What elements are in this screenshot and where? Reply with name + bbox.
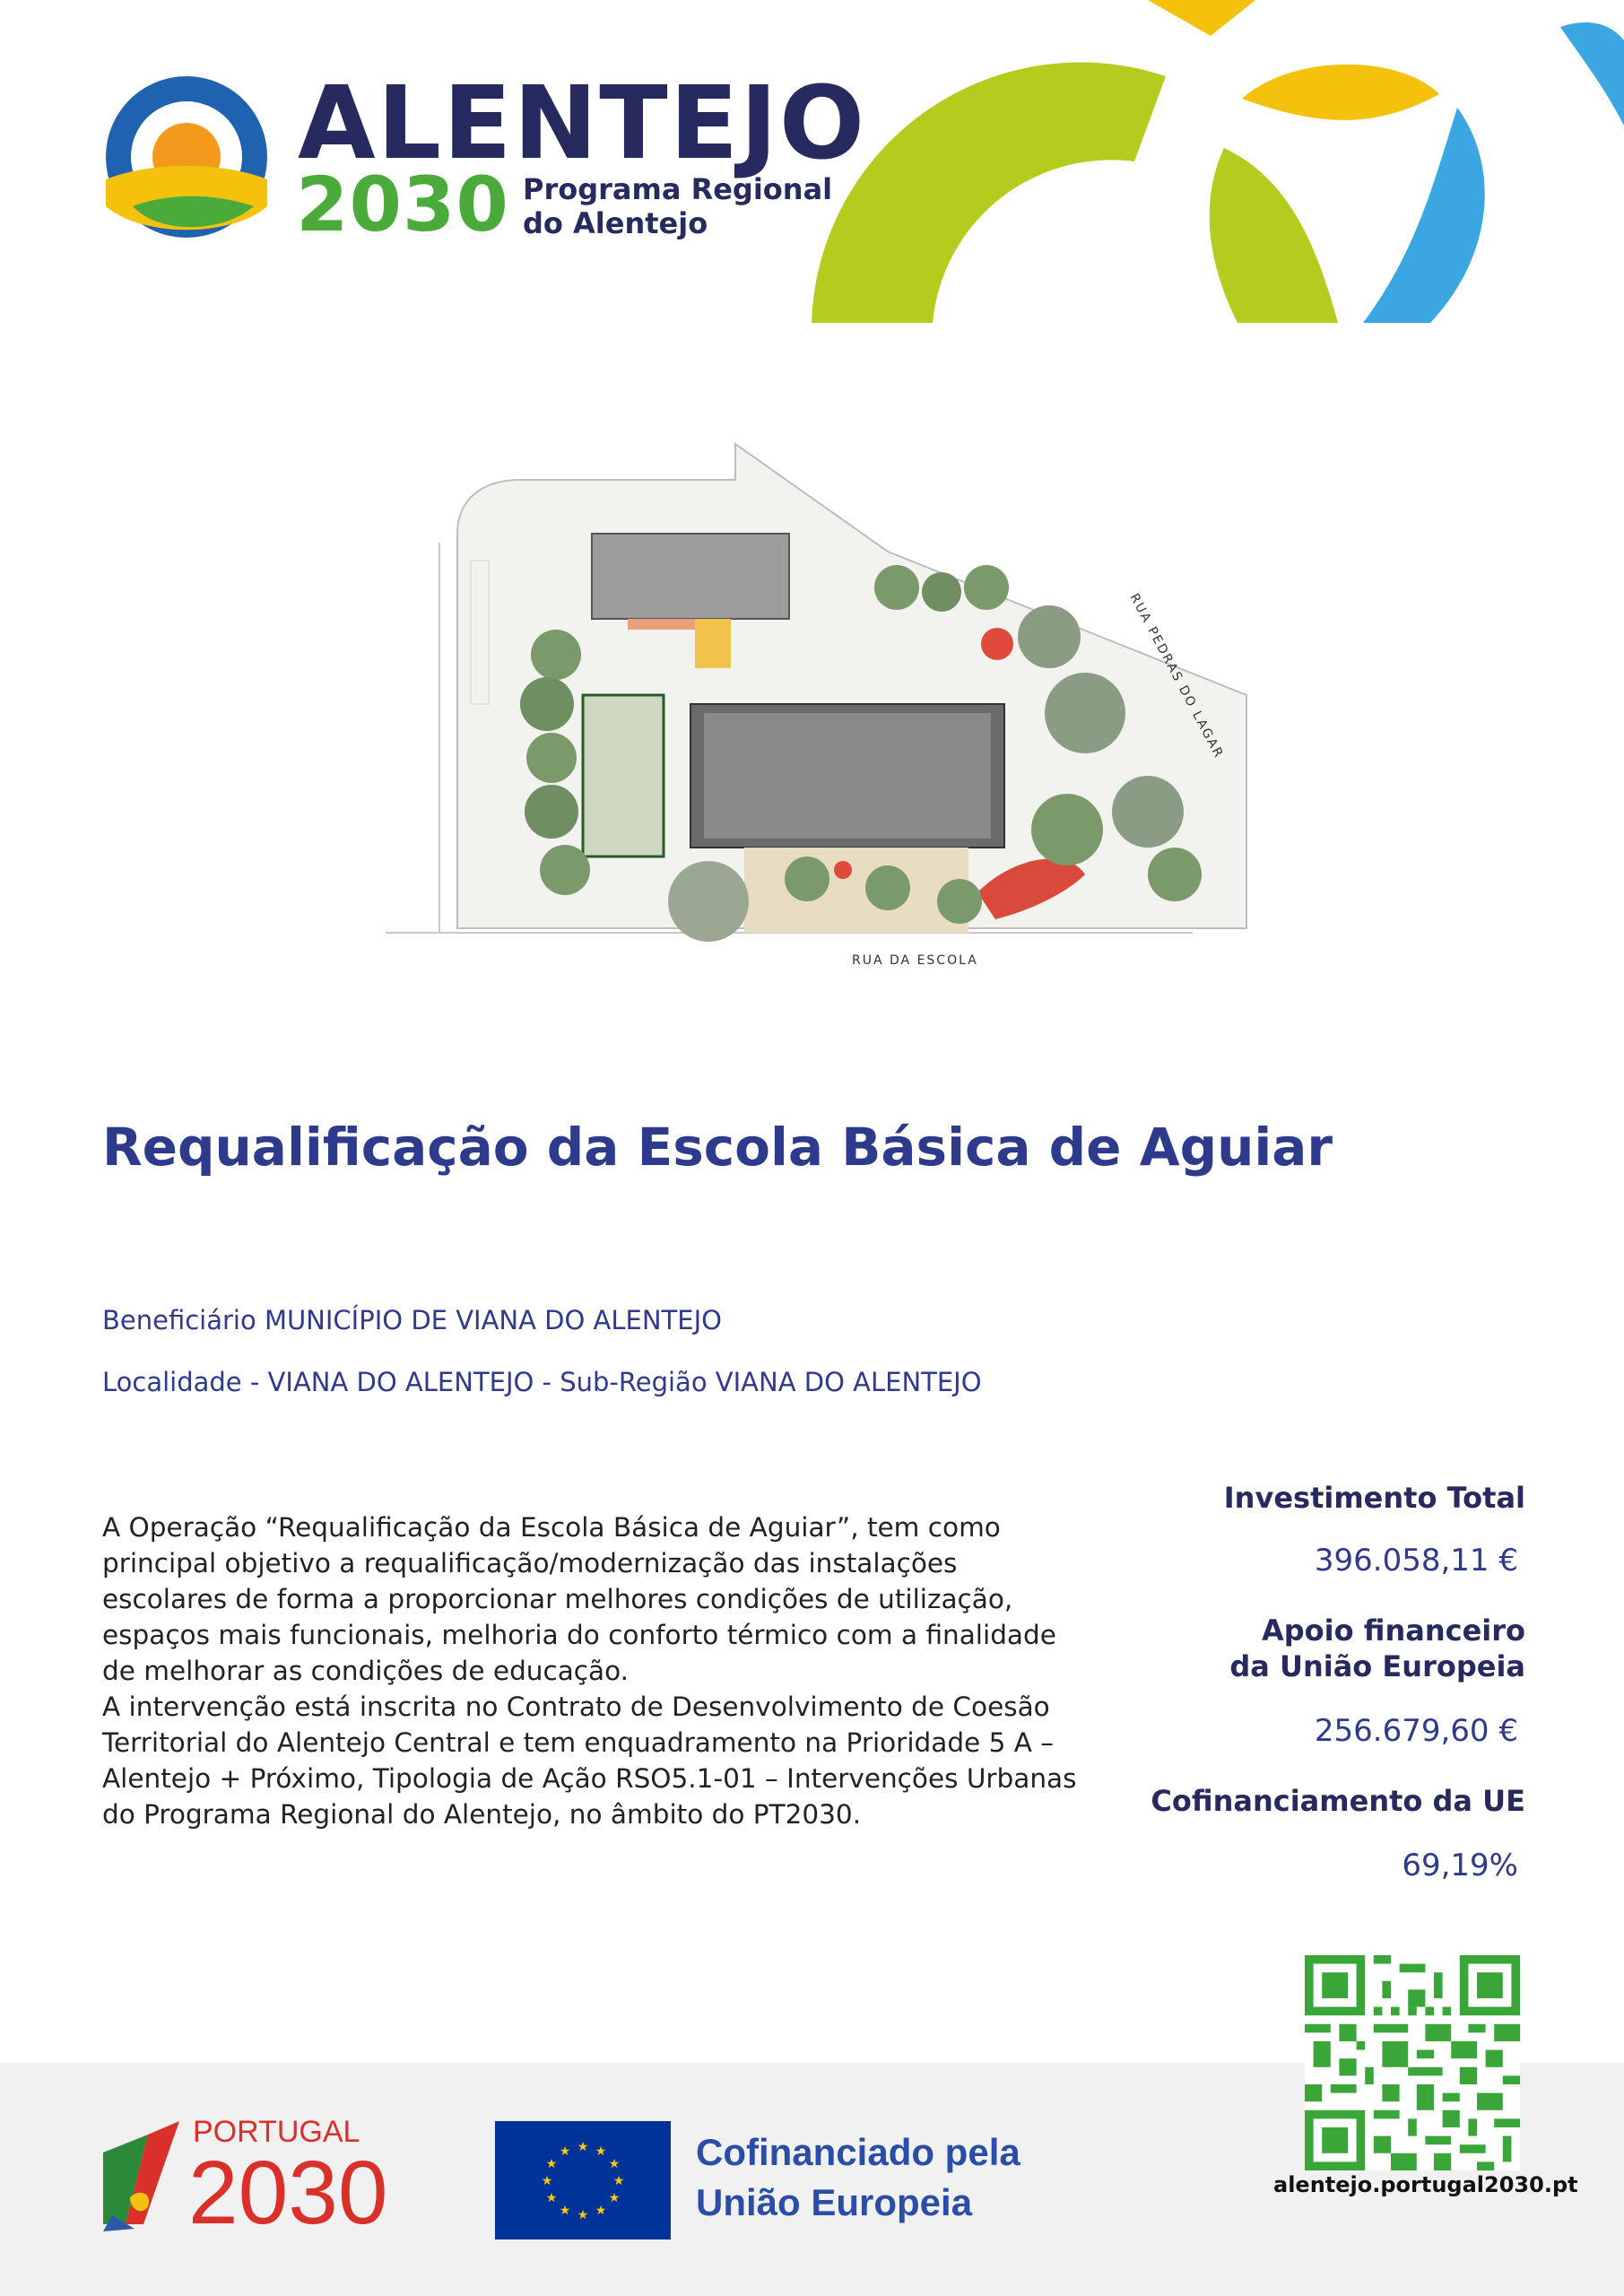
eu-text-line2: União Europeia xyxy=(696,2181,973,2223)
location-text: Localidade - VIANA DO ALENTEJO - Sub-Região VIANA DO ALENTEJO xyxy=(102,1367,982,1397)
eu-support-value: 256.679,60 € xyxy=(1314,1713,1518,1749)
beneficiary-text: Beneficiário MUNICÍPIO DE VIANA DO ALENTEJO xyxy=(102,1305,722,1335)
portugal-label: PORTUGAL xyxy=(193,2115,360,2149)
svg-text:★: ★ xyxy=(577,2140,589,2154)
brand-year: 2030 xyxy=(296,161,509,248)
decorative-shapes xyxy=(789,0,1624,327)
svg-text:★: ★ xyxy=(612,2174,625,2188)
street-label-top: RUA PEDRAS DO LAGAR xyxy=(1126,591,1227,761)
brand-title: ALENTEJO xyxy=(298,65,867,182)
svg-text:★: ★ xyxy=(541,2174,553,2188)
portugal-2030-logo-icon xyxy=(94,2117,193,2233)
svg-text:★: ★ xyxy=(608,2157,621,2171)
cofinancing-label: Cofinanciamento da UE xyxy=(1151,1784,1525,1818)
svg-text:★: ★ xyxy=(608,2191,621,2205)
description xyxy=(102,1509,1089,1832)
brand-subtitle-line2: do Alentejo xyxy=(523,206,708,240)
alentejo-logo-icon xyxy=(97,72,276,242)
svg-text:★: ★ xyxy=(577,2208,589,2222)
eu-cofinancing-text xyxy=(696,2127,1020,2228)
svg-text:★: ★ xyxy=(559,2204,571,2218)
street-label-bottom: RUA DA ESCOLA xyxy=(852,953,978,968)
svg-text:★: ★ xyxy=(545,2157,558,2171)
eu-support-label-line2: da União Europeia xyxy=(1229,1649,1525,1683)
svg-text:★: ★ xyxy=(595,2144,607,2159)
brand-subtitle xyxy=(523,172,832,240)
svg-text:★: ★ xyxy=(559,2144,571,2159)
description-paragraph-1: A Operação “Requalificação da Escola Básica de Aguiar”, tem como principal objetivo a requalificação/modernização das instalações escolares de forma a proporcionar melhores condições de utilização, espaços mais funcionais, melhoria do conforto térmico com a finalidade de melhorar as condições de educação. xyxy=(102,1512,1056,1686)
svg-text:★: ★ xyxy=(595,2204,607,2218)
qr-code[interactable] xyxy=(1305,1955,1520,2170)
portugal-year: 2030 xyxy=(188,2143,388,2243)
investment-total-label: Investimento Total xyxy=(1223,1481,1525,1515)
investment-total-value: 396.058,11 € xyxy=(1314,1543,1518,1578)
site-plan-image xyxy=(386,426,1291,982)
description-paragraph-2: A intervenção está inscrita no Contrato de Desenvolvimento de Coesão Territorial do Alentejo Central e tem enquadramento na Prioridade 5 A – Alentejo + Próximo, Tipologia de Ação RSO5.1-01 – Intervenções Urbanas do Programa Regional do Alentejo, no âmbito do PT2030. xyxy=(102,1692,1077,1830)
eu-text-line1: Cofinanciado pela xyxy=(696,2131,1020,2173)
website-link[interactable]: alentejo.portugal2030.pt xyxy=(1273,2172,1578,2197)
svg-text:★: ★ xyxy=(545,2191,558,2205)
eu-support-label xyxy=(1229,1613,1525,1684)
eu-support-label-line1: Apoio financeiro xyxy=(1261,1613,1525,1648)
page-title: Requalificação da Escola Básica de Aguiar xyxy=(102,1117,1333,1178)
brand-subtitle-line1: Programa Regional xyxy=(523,172,833,206)
cofinancing-value: 69,19% xyxy=(1402,1848,1518,1883)
eu-flag-icon xyxy=(495,2121,671,2239)
